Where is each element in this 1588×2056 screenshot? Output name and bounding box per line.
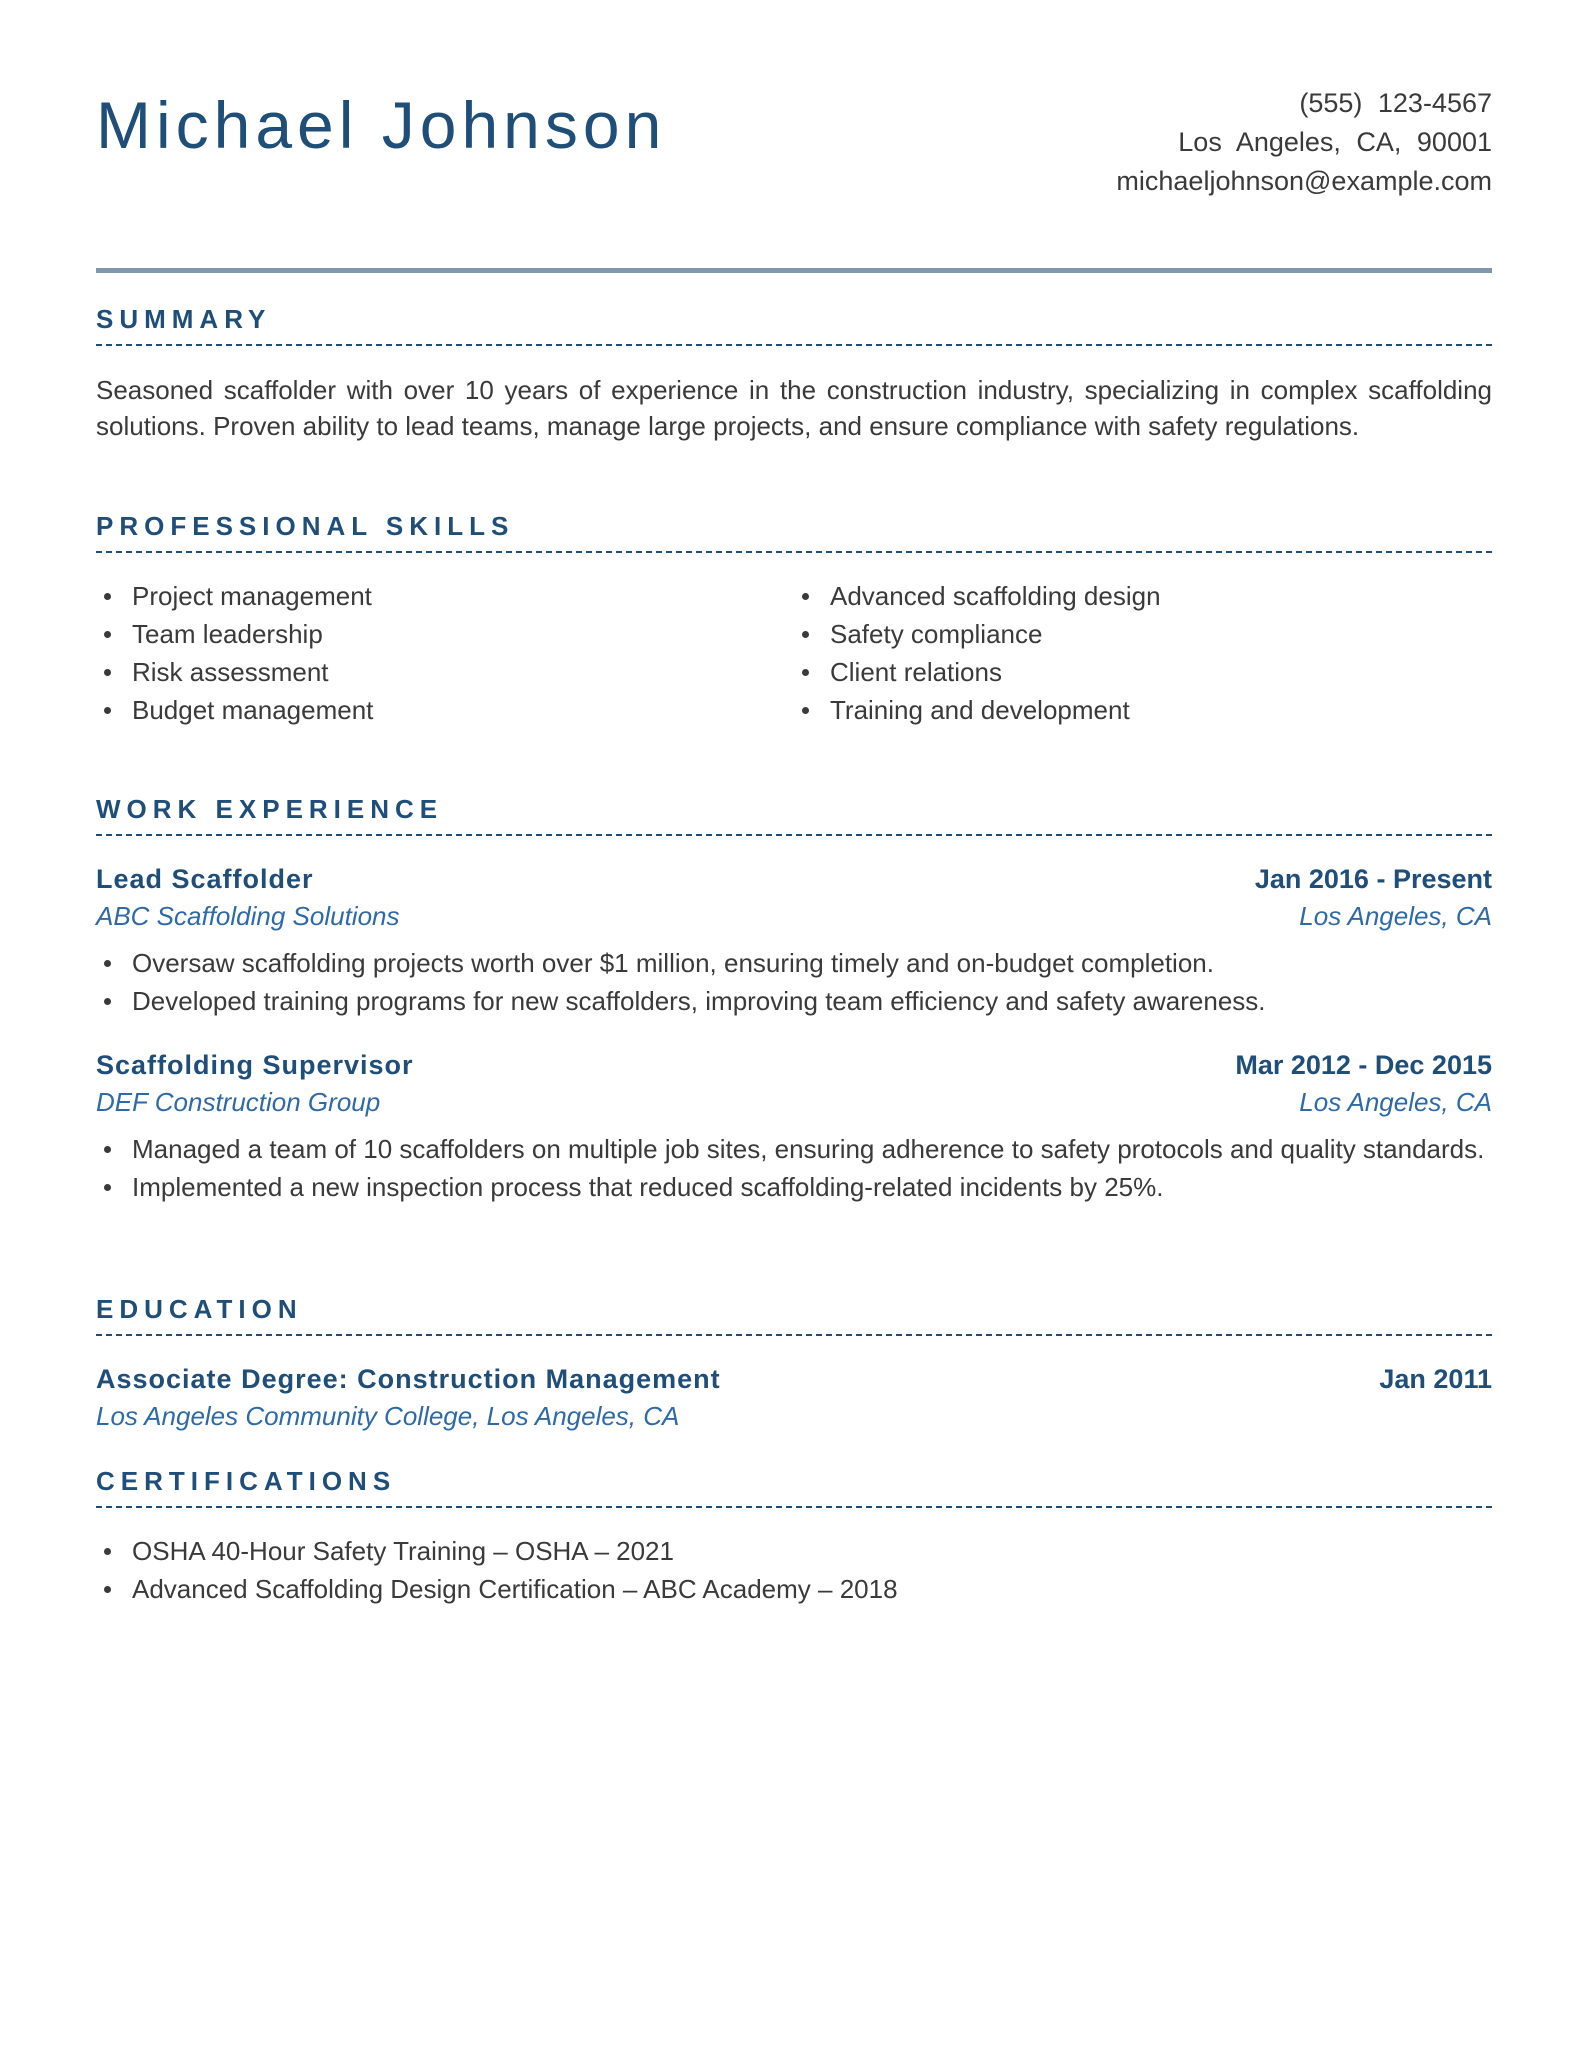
degree-title: Associate Degree: Construction Management <box>96 1364 721 1394</box>
education-entry <box>96 1360 1492 1434</box>
skill-item: Safety compliance <box>794 615 1492 653</box>
skill-item: Training and development <box>794 691 1492 729</box>
education-school-row <box>96 1398 1492 1434</box>
job-bullet: Developed training programs for new scaffolders, improving team efficiency and safety awareness. <box>96 982 1492 1020</box>
job-title: Scaffolding Supervisor <box>96 1050 414 1080</box>
skills-grid <box>96 577 1492 729</box>
education-heading: EDUCATION <box>96 1296 1492 1336</box>
candidate-name: Michael Johnson <box>96 88 667 162</box>
skill-item: Advanced scaffolding design <box>794 577 1492 615</box>
header-divider <box>96 268 1492 273</box>
contact-info <box>1116 84 1492 201</box>
experience-heading: WORK EXPERIENCE <box>96 796 1492 836</box>
job-entry <box>96 860 1492 1020</box>
job-bullet: Oversaw scaffolding projects worth over $1 million, ensuring timely and on-budget completion. <box>96 944 1492 982</box>
job-bullets <box>96 944 1492 1020</box>
job-entry <box>96 1046 1492 1206</box>
experience-section <box>96 796 1492 1206</box>
degree-date: Jan 2011 <box>1379 1364 1492 1394</box>
school-name: Los Angeles Community College, Los Angeles, CA <box>96 1401 680 1431</box>
resume-header <box>96 0 1492 270</box>
job-header-row <box>96 1046 1492 1084</box>
summary-section <box>96 306 1492 444</box>
job-location: Los Angeles, CA <box>1299 901 1492 931</box>
job-company-row <box>96 898 1492 934</box>
certification-item: Advanced Scaffolding Design Certification – ABC Academy – 2018 <box>96 1570 1492 1608</box>
job-company-row <box>96 1084 1492 1120</box>
job-dates: Mar 2012 - Dec 2015 <box>1235 1050 1492 1080</box>
certifications-section <box>96 1468 1492 1608</box>
skill-item: Project management <box>96 577 794 615</box>
education-section <box>96 1296 1492 1434</box>
job-location: Los Angeles, CA <box>1299 1087 1492 1117</box>
skill-item: Budget management <box>96 691 794 729</box>
job-company: ABC Scaffolding Solutions <box>96 901 400 931</box>
job-bullet: Implemented a new inspection process that reduced scaffolding-related incidents by 25%. <box>96 1168 1492 1206</box>
skill-item: Risk assessment <box>96 653 794 691</box>
contact-email: michaeljohnson@example.com <box>1116 166 1492 196</box>
contact-phone: (555) 123-4567 <box>1299 88 1492 118</box>
skill-item: Client relations <box>794 653 1492 691</box>
summary-text: Seasoned scaffolder with over 10 years of experience in the construction industry, specializing in complex scaffolding solutions. Proven ability to lead teams, manage large projects, and ensure compliance with safety regulations. <box>96 375 1492 441</box>
skill-item: Team leadership <box>96 615 794 653</box>
contact-location: Los Angeles, CA, 90001 <box>1178 127 1492 157</box>
skills-heading: PROFESSIONAL SKILLS <box>96 513 1492 553</box>
job-bullet: Managed a team of 10 scaffolders on multiple job sites, ensuring adherence to safety protocols and quality standards. <box>96 1130 1492 1168</box>
skills-section <box>96 513 1492 729</box>
job-header-row <box>96 860 1492 898</box>
skills-right-column <box>794 577 1492 729</box>
skills-left-column <box>96 577 794 729</box>
job-dates: Jan 2016 - Present <box>1254 864 1492 894</box>
job-company: DEF Construction Group <box>96 1087 381 1117</box>
resume-page <box>96 0 1492 1604</box>
job-title: Lead Scaffolder <box>96 864 314 894</box>
job-bullets <box>96 1130 1492 1206</box>
certifications-heading: CERTIFICATIONS <box>96 1468 1492 1508</box>
education-header-row <box>96 1360 1492 1398</box>
summary-heading: SUMMARY <box>96 306 1492 346</box>
certifications-list <box>96 1532 1492 1608</box>
certification-item: OSHA 40-Hour Safety Training – OSHA – 2021 <box>96 1532 1492 1570</box>
